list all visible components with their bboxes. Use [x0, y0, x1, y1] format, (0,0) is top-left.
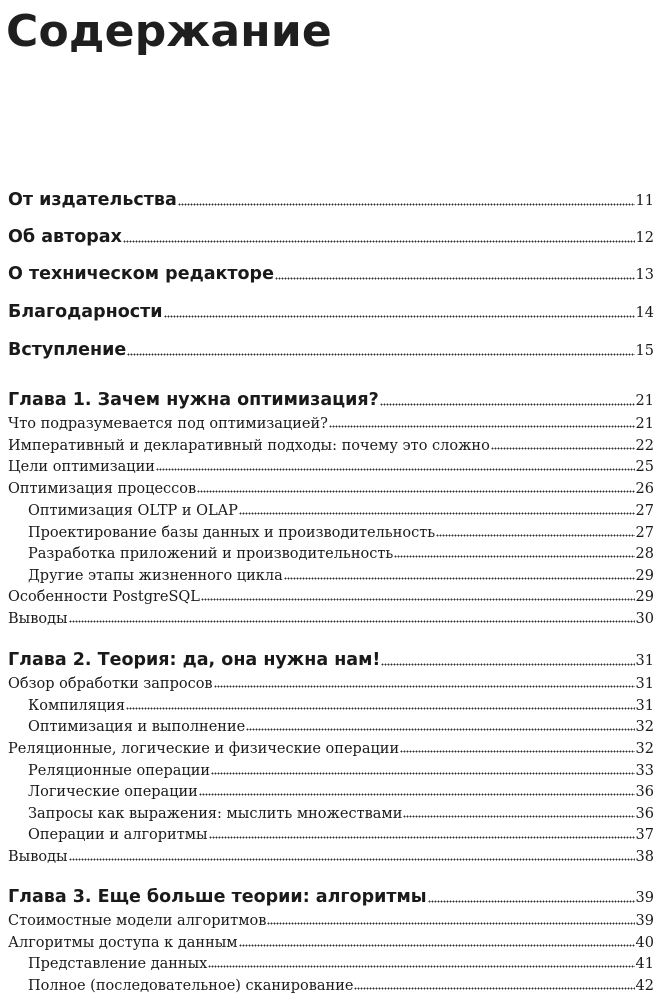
- toc-entry-title: Оптимизация OLTP и OLAP: [28, 503, 238, 519]
- dot-leader: [284, 568, 635, 584]
- toc-entry-title: Логические операции: [28, 784, 198, 800]
- toc-entry-title: Выводы: [8, 611, 68, 627]
- toc-section-entry: [8, 264, 654, 284]
- toc-entry: [8, 481, 654, 497]
- toc-subentry: [8, 806, 654, 822]
- toc-subentry: [8, 763, 654, 779]
- dot-leader: [211, 763, 635, 779]
- toc-subentry: [8, 784, 654, 800]
- toc-entry: [8, 849, 654, 865]
- dot-leader: [400, 741, 634, 757]
- dot-leader: [197, 481, 634, 497]
- toc-page-number: 27: [635, 503, 654, 519]
- dot-leader: [239, 503, 635, 519]
- toc-entry-title: Оптимизация процессов: [8, 481, 197, 497]
- dot-leader: [428, 887, 635, 907]
- toc-section-entry: [8, 340, 654, 360]
- dot-leader: [208, 956, 634, 972]
- dot-leader: [164, 302, 635, 322]
- toc-subentry: [8, 503, 654, 519]
- toc-page-number: 11: [635, 193, 654, 209]
- toc-entry: [8, 459, 654, 475]
- dot-leader: [156, 459, 635, 475]
- toc-section-entry: [8, 887, 654, 907]
- dot-leader: [354, 978, 634, 994]
- toc-page-number: 38: [635, 849, 654, 865]
- toc-entry-title: Разработка приложений и производительность: [28, 546, 394, 562]
- toc-entry: [8, 416, 654, 432]
- toc-entry: [8, 676, 654, 692]
- toc-entry-title: Реляционные, логические и физические операции: [8, 741, 400, 757]
- dot-leader: [127, 340, 634, 360]
- toc-page-number: 27: [635, 525, 654, 541]
- dot-leader: [123, 227, 635, 247]
- toc-entry-title: Обзор обработки запросов: [8, 676, 213, 692]
- toc-section-entry: [8, 190, 654, 210]
- toc-entry: [8, 741, 654, 757]
- toc-subentry: [8, 956, 654, 972]
- toc-entry: [8, 589, 654, 605]
- toc-section-entry: [8, 227, 654, 247]
- toc-page-number: 22: [635, 438, 654, 454]
- dot-leader: [126, 698, 634, 714]
- toc-page-number: 32: [635, 719, 654, 735]
- toc-section-entry: [8, 302, 654, 322]
- toc-entry-title: Другие этапы жизненного цикла: [28, 568, 283, 584]
- toc-entry-title: Алгоритмы доступа к данным: [8, 935, 238, 951]
- dot-leader: [436, 525, 634, 541]
- toc-page-number: 13: [635, 267, 654, 283]
- page-title: Содержание: [6, 6, 332, 57]
- dot-leader: [214, 676, 635, 692]
- toc-page-number: 30: [635, 611, 654, 627]
- toc-entry-title: Цели оптимизации: [8, 459, 155, 475]
- dot-leader: [403, 806, 634, 822]
- toc-subentry: [8, 719, 654, 735]
- toc-page-number: 15: [635, 343, 654, 359]
- toc-subentry: [8, 978, 654, 994]
- toc-entry-title: Императивный и декларативный подходы: почему это сложно: [8, 438, 490, 454]
- toc-entry-title: Компиляция: [28, 698, 126, 714]
- dot-leader: [201, 589, 635, 605]
- toc-page-number: 40: [635, 935, 654, 951]
- dot-leader: [246, 719, 634, 735]
- toc-page-number: 39: [635, 913, 654, 929]
- toc-entry-title: Полное (последовательное) сканирование: [28, 978, 354, 994]
- toc-page-number: 29: [635, 568, 654, 584]
- toc-entry-title: Глава 1. Зачем нужна оптимизация?: [8, 390, 379, 410]
- toc-subentry: [8, 568, 654, 584]
- dot-leader: [381, 650, 634, 670]
- toc-entry-title: Реляционные операции: [28, 763, 211, 779]
- dot-leader: [491, 438, 635, 454]
- dot-leader: [275, 264, 635, 284]
- toc-page-number: 29: [635, 589, 654, 605]
- dot-leader: [178, 190, 635, 210]
- toc-entry-title: Стоимостные модели алгоритмов: [8, 913, 267, 929]
- toc-entry: [8, 913, 654, 929]
- toc-page-number: 32: [635, 741, 654, 757]
- toc-page-number: 33: [635, 763, 654, 779]
- dot-leader: [209, 827, 635, 843]
- dot-leader: [329, 416, 635, 432]
- toc-page-number: 28: [635, 546, 654, 562]
- toc-subentry: [8, 698, 654, 714]
- dot-leader: [239, 935, 635, 951]
- toc-entry-title: Глава 2. Теория: да, она нужна нам!: [8, 650, 381, 670]
- toc-page-number: 31: [635, 676, 654, 692]
- toc-page-number: 26: [635, 481, 654, 497]
- toc-entry-title: Глава 3. Еще больше теории: алгоритмы: [8, 887, 427, 907]
- toc-entry-title: Проектирование базы данных и производительность: [28, 525, 436, 541]
- dot-leader: [69, 849, 635, 865]
- toc-entry: [8, 935, 654, 951]
- toc-subentry: [8, 525, 654, 541]
- toc-page-number: 39: [635, 890, 654, 906]
- toc-page-number: 21: [635, 393, 654, 409]
- dot-leader: [380, 390, 635, 410]
- toc-entry-title: От издательства: [8, 190, 177, 210]
- toc-entry-title: Выводы: [8, 849, 68, 865]
- toc-entry-title: Оптимизация и выполнение: [28, 719, 246, 735]
- toc-entry-title: Об авторах: [8, 227, 122, 247]
- toc-subentry: [8, 546, 654, 562]
- toc-entry-title: Что подразумевается под оптимизацией?: [8, 416, 328, 432]
- toc-page-number: 42: [635, 978, 654, 994]
- toc-entry-title: О техническом редакторе: [8, 264, 274, 284]
- toc-entry: [8, 611, 654, 627]
- dot-leader: [267, 913, 634, 929]
- toc-page-number: 31: [635, 698, 654, 714]
- toc-page-number: 21: [635, 416, 654, 432]
- toc-page-number: 31: [635, 653, 654, 669]
- toc-entry-title: Вступление: [8, 340, 127, 360]
- toc-entry: [8, 438, 654, 454]
- toc-entry-title: Особенности PostgreSQL: [8, 589, 200, 605]
- toc-entry-title: Благодарности: [8, 302, 163, 322]
- toc-entry-title: Представление данных: [28, 956, 208, 972]
- dot-leader: [394, 546, 634, 562]
- dot-leader: [69, 611, 635, 627]
- toc-subentry: [8, 827, 654, 843]
- toc-page-number: 36: [635, 806, 654, 822]
- toc-entry-title: Запросы как выражения: мыслить множествами: [28, 806, 403, 822]
- toc-page-number: 14: [635, 305, 654, 321]
- toc-section-entry: [8, 390, 654, 410]
- toc-page-number: 41: [635, 956, 654, 972]
- toc-page-number: 12: [635, 230, 654, 246]
- toc-page-number: 25: [635, 459, 654, 475]
- toc-page-number: 37: [635, 827, 654, 843]
- toc-section-entry: [8, 650, 654, 670]
- toc-entry-title: Операции и алгоритмы: [28, 827, 208, 843]
- toc-page-number: 36: [635, 784, 654, 800]
- dot-leader: [199, 784, 635, 800]
